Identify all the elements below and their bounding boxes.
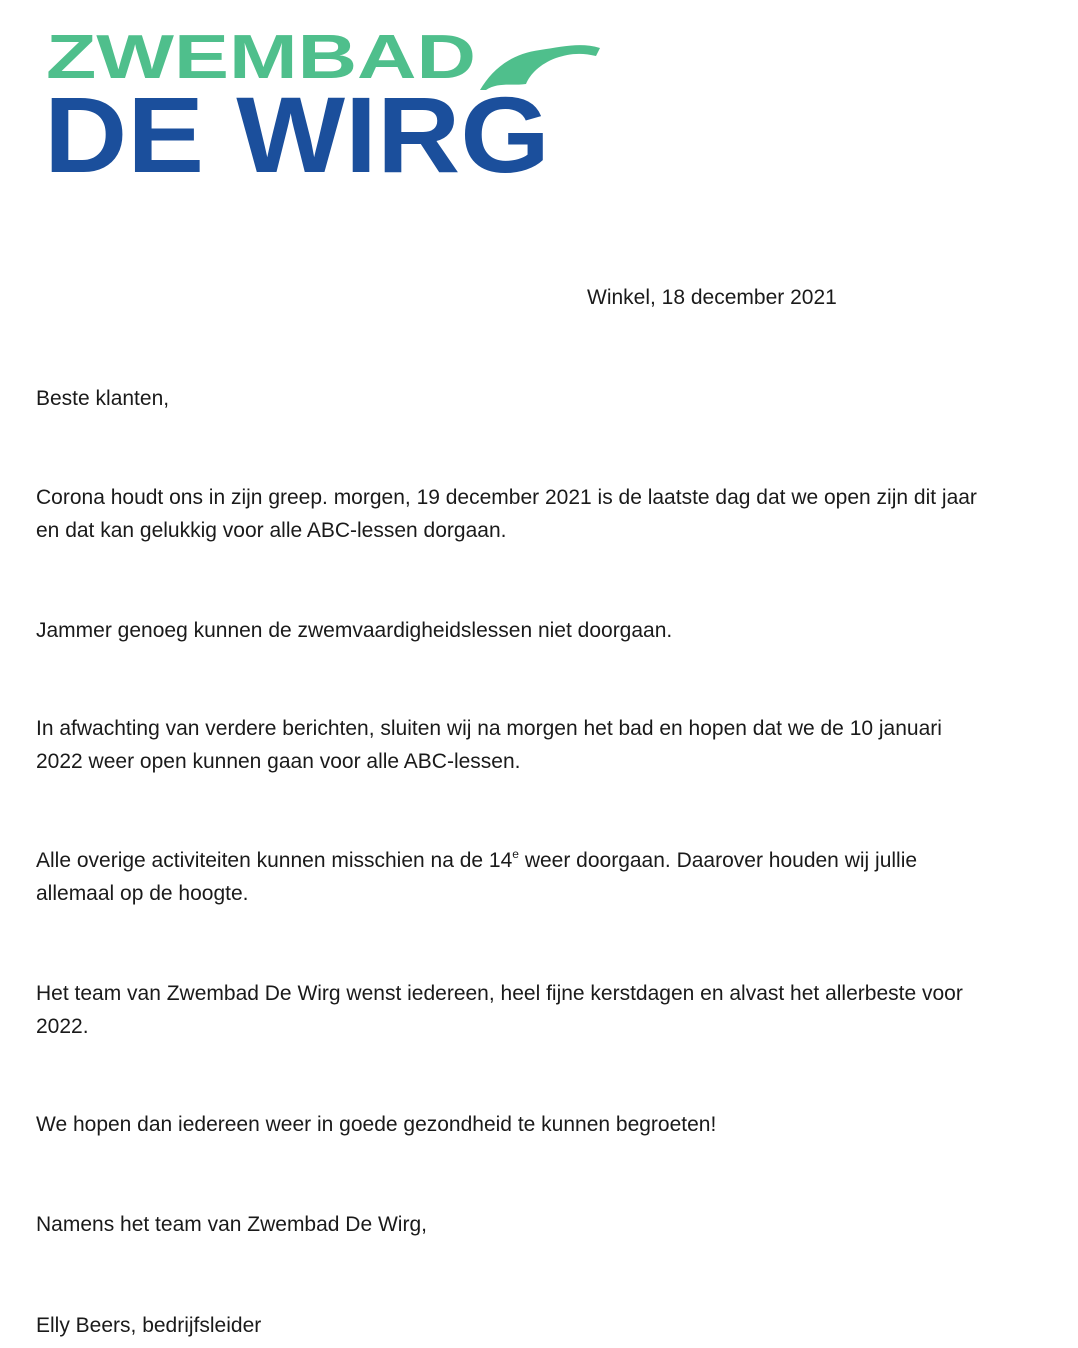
paragraph-line: allemaal op de hoogte. <box>36 882 249 905</box>
paragraph-line <box>36 844 1046 877</box>
paragraph-line: 2022. <box>36 1015 89 1038</box>
paragraph-line: Het team van Zwembad De Wirg wenst iedereen, heel fijne kerstdagen en alvast het allerbeste voor <box>36 982 963 1005</box>
paragraph-closure <box>36 712 1046 778</box>
logo-top-text: ZWEMBAD <box>46 23 476 92</box>
salutation: Beste klanten, <box>36 387 170 410</box>
logo-graphic <box>40 20 600 185</box>
closing-line: Namens het team van Zwembad De Wirg, <box>36 1213 427 1236</box>
paragraph-wishes <box>36 977 1046 1043</box>
paragraph-hope: We hopen dan iedereen weer in goede gezondheid te kunnen begroeten! <box>36 1113 717 1136</box>
ordinal-superscript: e <box>512 847 519 861</box>
paragraph-line: In afwachting van verdere berichten, sluiten wij na morgen het bad en hopen dat we de 10 januari <box>36 717 942 740</box>
paragraph-line: 2022 weer open kunnen gaan voor alle ABC-lessen. <box>36 750 521 773</box>
signature: Elly Beers, bedrijfsleider <box>36 1314 262 1337</box>
zwembad-de-wirg-logo <box>40 20 600 185</box>
logo-bottom-text: DE WIRG <box>44 74 550 185</box>
paragraph-line: en dat kan gelukkig voor alle ABC-lessen dorgaan. <box>36 519 507 542</box>
paragraph-corona <box>36 481 1046 547</box>
text-segment: weer doorgaan. Daarover houden wij jullie <box>518 849 918 872</box>
letter-date: Winkel, 18 december 2021 <box>587 286 837 309</box>
text-segment: Alle overige activiteiten kunnen misschien na de 14 <box>36 849 513 872</box>
paragraph-swim-lessons: Jammer genoeg kunnen de zwemvaardigheidslessen niet doorgaan. <box>36 619 673 642</box>
paragraph-activities <box>36 844 1046 910</box>
paragraph-line: Corona houdt ons in zijn greep. morgen, 19 december 2021 is de laatste dag dat we open zijn dit jaar <box>36 486 977 509</box>
